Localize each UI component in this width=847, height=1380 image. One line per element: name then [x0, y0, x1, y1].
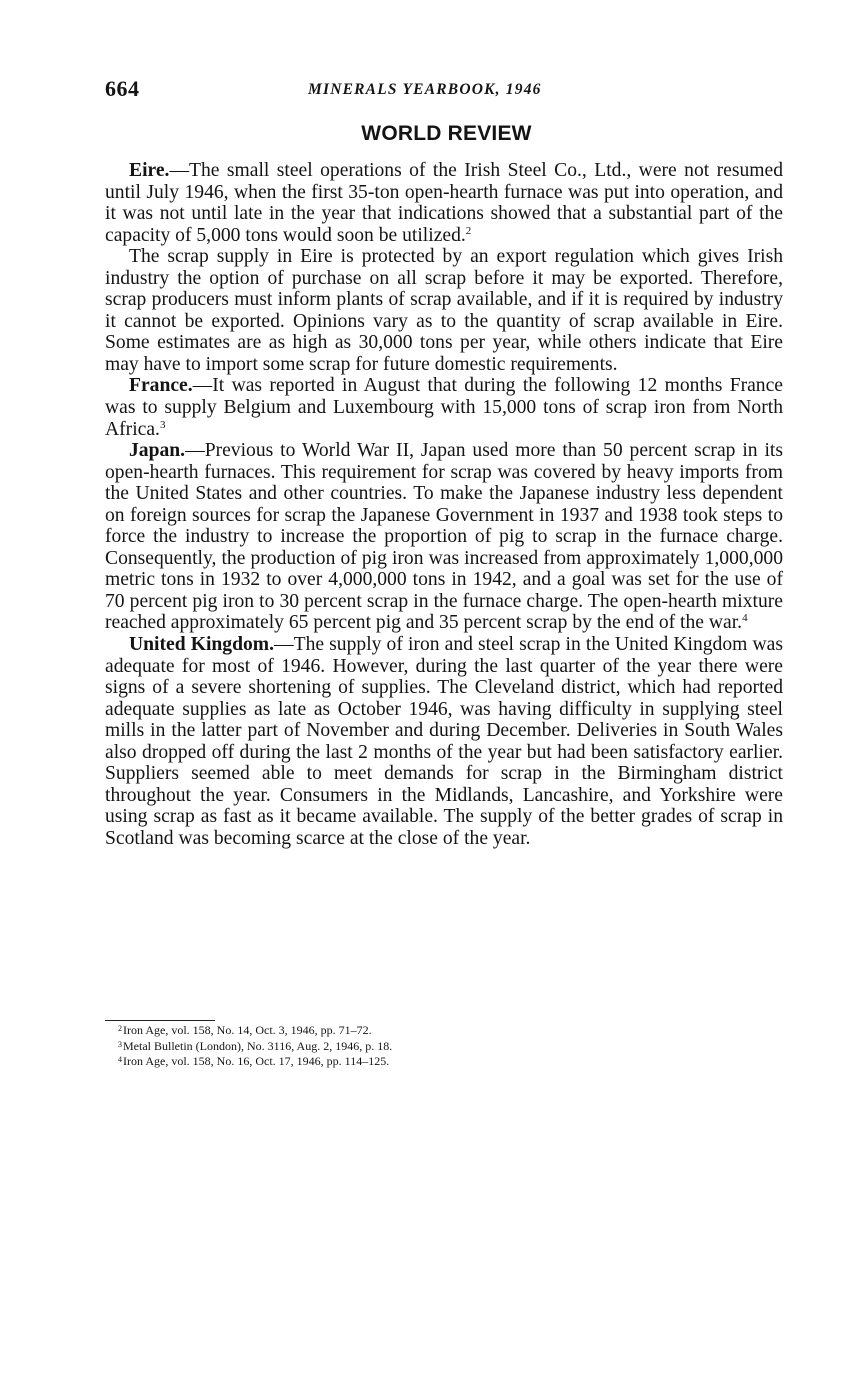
footnote-mark: 2: [118, 1024, 122, 1033]
footnote-rule: [105, 1020, 215, 1021]
book-title: MINERALS YEARBOOK, 1946: [308, 81, 542, 98]
paragraph-lead-japan: Japan.: [129, 440, 186, 462]
paragraph-japan: [105, 440, 783, 634]
paragraph-eire: [105, 160, 783, 246]
paragraph-eire-scrap: [105, 246, 783, 375]
paragraph-france: [105, 375, 783, 440]
paragraph-text-eire-scrap: The scrap supply in Eire is protected by an export regulation which gives Irish industry the option of purchase on all scrap before it may be exported. Therefore, scrap producers must inform plants of scrap available, and if it is required by industry it cannot be exported. Opinions vary as to the quantity of scrap available in Eire. Some estimates are as high as 30,000 tons per year, while others indicate that Eire may have to import some scrap for future domestic requirements.: [105, 246, 783, 375]
footnote: [118, 1038, 778, 1054]
paragraph-text-united-kingdom: —The supply of iron and steel scrap in the United Kingdom was adequate for most of 1946. However, during the last quarter of the year there were signs of a severe shortening of supplies. The Cleveland district, which had reported adequate supplies as late as October 1946, was having difficulty in supplying steel mills in the latter part of November and during December. Deliveries in South Wales also dropped off during the last 2 months of the year but had been satisfactory earlier. Suppliers seemed able to meet demands for scrap in the Birmingham district throughout the year. Consumers in the Midlands, Lancashire, and Yorkshire were using scrap as fast as it became available. The supply of the better grades of scrap in Scotland was becoming scarce at the close of the year.: [105, 634, 783, 849]
footnote-ref-2: 2: [465, 224, 472, 237]
paragraph-lead-united-kingdom: United Kingdom.: [129, 634, 275, 656]
paragraph-lead-france: France.: [129, 375, 193, 397]
running-head: [105, 76, 783, 102]
page-number: 664: [105, 76, 140, 101]
paragraph-united-kingdom: [105, 634, 783, 849]
section-title: WORLD REVIEW: [361, 122, 532, 145]
paragraph-text-japan: —Previous to World War II, Japan used more than 50 percent scrap in its open-hearth furnaces. This requirement for scrap was covered by heavy imports from the United States and other countries. To make the Japanese industry less dependent on foreign sources for scrap the Japanese Government in 1937 and 1938 took steps to force the industry to increase the proportion of pig to scrap in the furnace charge. Consequently, the production of pig iron was increased from approximately 1,000,000 metric tons in 1932 to over 4,000,000 tons in 1942, and a goal was set for the use of 70 percent pig iron to 30 percent scrap in the furnace charge. The open-hearth mixture reached approximately 65 percent pig and 35 percent scrap by the end of the war.: [105, 440, 783, 634]
footnote-mark: 3: [118, 1039, 122, 1049]
footnote-text: Metal Bulletin (London), No. 3116, Aug. 2, 1946, p. 18.: [123, 1038, 393, 1053]
footnote-mark: 4: [118, 1055, 122, 1065]
footnote: [118, 1053, 778, 1069]
footnote-ref-4: 4: [742, 612, 748, 625]
footnote-text: Iron Age, vol. 158, No. 14, Oct. 3, 1946, pp. 71–72.: [123, 1023, 372, 1037]
paragraph-lead-eire: Eire.: [129, 160, 170, 181]
body-text: [105, 160, 783, 850]
footnote-text: Iron Age, vol. 158, No. 16, Oct. 17, 1946, pp. 114–125.: [123, 1054, 390, 1069]
paragraph-text-eire: —The small steel operations of the Irish Steel Co., Ltd., were not resumed until July 1946, when the first 35-ton open-hearth furnace was put into operation, and it was not until late in the year that indications showed that a substantial part of the capacity of 5,000 tons would soon be utilized.: [105, 160, 783, 246]
paragraph-text-france: —It was reported in August that during the following 12 months France was to supply Belgium and Luxembourg with 15,000 tons of scrap iron from North Africa.: [105, 375, 783, 440]
footnote: [118, 1022, 778, 1038]
footnotes: [118, 1022, 778, 1069]
footnote-ref-3: 3: [159, 418, 166, 431]
